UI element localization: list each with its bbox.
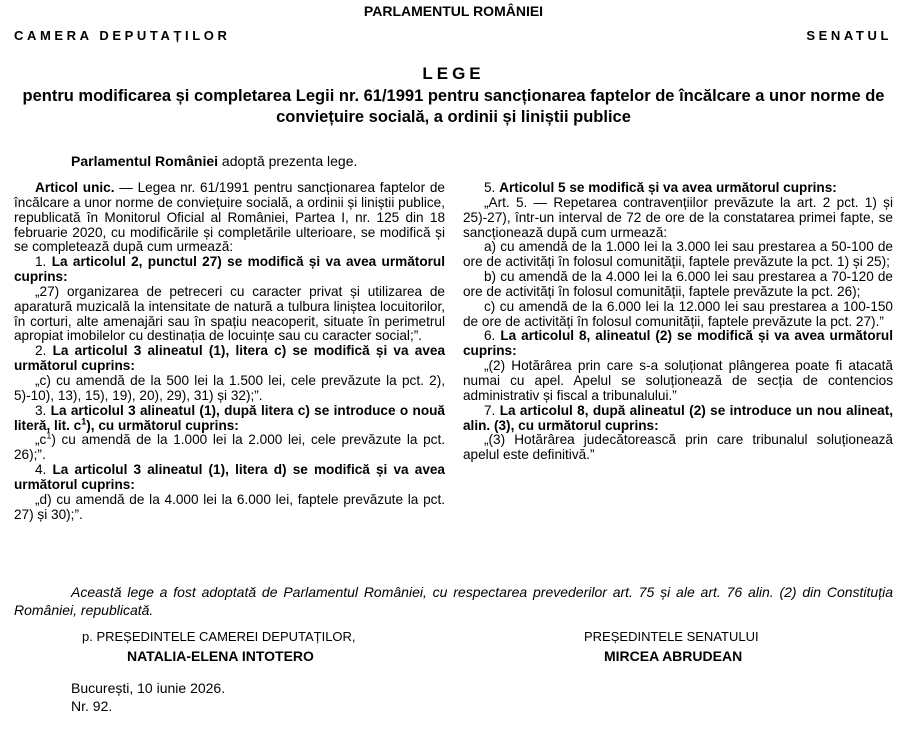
point-6-text: „(2) Hotărârea prin care s-a soluționat plângerea poate fi atacată numai cu apel. Apelul se soluționează de secția de contencios administrativ și fiscal a tribunalului.”: [463, 358, 893, 403]
point-4-heading: [14, 463, 445, 493]
point-6-heading-text: La articolul 8, alineatul (2) se modifică și va avea următorul cuprins:: [463, 328, 893, 359]
law-title: pentru modificarea și completarea Legii nr. 61/1991 pentru sancționarea faptelor de încălcare a unor norme de conviețuire socială, a ordinii și liniștii publice: [22, 87, 885, 126]
point-5-letter-a: a) cu amendă de la 1.000 lei la 3.000 lei sau prestarea a 50-100 de ore de activități în folosul comunității, faptele prevăzute la pct. 1) și 25);: [463, 239, 893, 270]
point-1-heading: [14, 255, 445, 285]
point-3-number: 3.: [35, 402, 51, 418]
adoption-statement: Această lege a fost adoptată de Parlamentul României, cu respectarea prevederilor art. 75 și ale art. 76 alin. (2) din Constituția României, republicată.: [14, 584, 893, 618]
point-7-heading-text: La articolul 8, după alineatul (2) se introduce un nou alineat, alin. (3), cu următorul cuprins:: [463, 402, 893, 433]
point-7-heading: [463, 404, 893, 434]
point-4-number: 4.: [35, 462, 53, 478]
point-3-text-sup: 1: [46, 430, 52, 441]
point-6-number: 6.: [484, 328, 501, 344]
deputies-president-title: p. PREȘEDINTELE CAMEREI DEPUTAȚILOR,: [82, 629, 356, 644]
point-1-heading-text: La articolul 2, punctul 27) se modifică și va avea următorul cuprins:: [14, 254, 445, 285]
point-2-text: „c) cu amendă de la 500 lei la 1.500 lei, cele prevăzute la pct. 2), 5)-10), 13), 15), 19), 20), 29), 31) și 32);”.: [14, 372, 445, 403]
point-4-text: „d) cu amendă de la 4.000 lei la 6.000 lei, faptele prevăzute la pct. 27) și 30);”.: [14, 491, 445, 522]
intro-subject: Parlamentul României: [71, 153, 219, 169]
point-3-heading-sup: 1: [81, 415, 87, 426]
intro-rest: adoptă prezenta lege.: [218, 153, 358, 169]
point-3-text: [14, 430, 445, 463]
document-type: LEGE: [422, 64, 485, 83]
point-5-letter-c: c) cu amendă de la 6.000 lei la 12.000 lei sau prestarea a 100-150 de ore de activități în folosul comunității, faptele prevăzute la pct. 27).”: [463, 298, 893, 329]
point-3-heading-part-b: ), cu următorul cuprins:: [86, 417, 239, 433]
place-date: București, 10 iunie 2026.: [71, 680, 226, 696]
point-6-heading: [463, 329, 893, 359]
article-unique: [14, 181, 445, 255]
point-1-text: „27) organizarea de petreceri cu caracter privat și utilizarea de aparatură muzicală la intensitate de natură a tulbura liniștea locuitorilor, în corturi, alte amenajări sau în spațiu neacoperit, situate în perimetrul apropiat imobilelor cu destinația de locuințe sau cu caracter social;”.: [14, 283, 445, 344]
article-unique-label: Articol unic.: [35, 180, 115, 195]
deputies-president-name: NATALIA-ELENA INTOTERO: [127, 648, 314, 664]
point-5-heading: [463, 181, 893, 196]
law-number: Nr. 92.: [71, 698, 113, 714]
point-3-heading: [14, 404, 445, 434]
point-5-intro: „Art. 5. — Repetarea contravențiilor prevăzute la art. 2 pct. 1) și 25)-27), într-un interval de 72 de ore de la constatarea primei fapte, se sancționează după cum urmează:: [463, 194, 893, 240]
article-unique-text: — Legea nr. 61/1991 pentru sancționarea faptelor de încălcare a unor norme de conviețuire socială, a ordinii și liniștii publice, republicată în Monitorul Oficial al României, Partea I, nr. 125 din 18 februarie 2020, cu modificările și completările ulterioare, se modifică și se completează după cum urmează:: [14, 180, 445, 255]
right-column: [463, 181, 893, 463]
point-7-number: 7.: [484, 402, 500, 418]
institution-header: PARLAMENTUL ROMÂNIEI: [363, 3, 544, 19]
point-3-heading-part-a: La articolul 3 alineatul (1), după litera c) se introduce o nouă literă, lit. c: [14, 402, 445, 433]
chamber-deputies-label: CAMERA DEPUTAȚILOR: [14, 28, 231, 43]
point-2-heading: [14, 344, 445, 374]
intro-sentence: [71, 153, 357, 169]
point-3-text-part-b: ) cu amendă de la 1.000 lei la 2.000 lei, cele prevăzute la pct. 26);”.: [14, 432, 445, 463]
senate-president-name: MIRCEA ABRUDEAN: [604, 648, 743, 664]
point-2-heading-text: La articolul 3 alineatul (1), litera c) se modifică și va avea următorul cuprins:: [14, 343, 446, 374]
point-2-number: 2.: [35, 343, 53, 359]
point-5-heading-text: Articolul 5 se modifică și va avea următorul cuprins:: [499, 180, 837, 195]
point-3-heading-text: [14, 403, 445, 433]
point-4-heading-text: La articolul 3 alineatul (1), litera d) se modifică și va avea următorul cuprins:: [14, 462, 445, 492]
left-column: [14, 181, 445, 522]
point-1-number: 1.: [35, 254, 52, 270]
point-7-text: „(3) Hotărârea judecătorească prin care tribunalul soluționează apelul este definitivă.”: [463, 432, 893, 463]
point-5-number: 5.: [484, 180, 500, 195]
senate-label: SENATUL: [806, 28, 892, 43]
senate-president-title: PREȘEDINTELE SENATULUI: [584, 629, 759, 644]
point-5-letter-b: b) cu amendă de la 4.000 lei la 6.000 lei sau prestarea a 70-120 de ore de activități în folosul comunității, faptele prevăzute la pct. 26);: [463, 269, 893, 299]
point-3-text-part-a: „c: [35, 432, 47, 448]
